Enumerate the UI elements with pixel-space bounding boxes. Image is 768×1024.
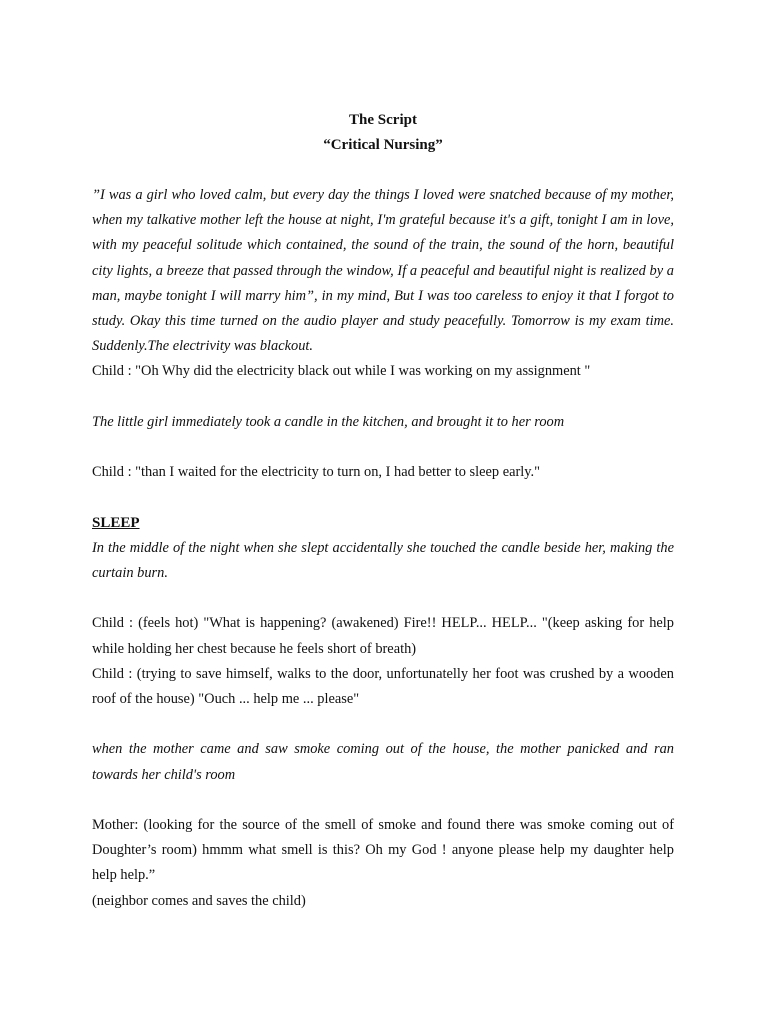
child-line-2: Child : "than I waited for the electricity to turn on, I had better to sleep early." [92, 464, 540, 481]
mother-line: Mother: (looking for the source of the smell of smoke and found there was smoke coming out of Doughter’s room) hmmm what smell is this? Oh my God ! anyone please help my daughter help help help.” [92, 816, 674, 884]
spacer [92, 385, 674, 410]
spacer [92, 788, 674, 813]
document-title: The Script [349, 112, 417, 128]
script-page [92, 108, 674, 914]
narration-mother: when the mother came and saw smoke coming out of the house, the mother panicked and ran towards her child's room [92, 741, 674, 783]
spacer [92, 435, 674, 460]
spacer [92, 712, 674, 737]
narration-fire: In the middle of the night when she slept accidentally she touched the candle beside her, making the curtain burn. [92, 539, 674, 581]
child-line-4: Child : (trying to save himself, walks to the door, unfortunatelly her foot was crushed by a wooden roof of the house) "Ouch ... help me ... please" [92, 665, 674, 707]
document-subtitle: “Critical Nursing” [323, 137, 443, 153]
spacer [92, 586, 674, 611]
narration-candle: The little girl immediately took a candle in the kitchen, and brought it to her room [92, 413, 565, 430]
section-heading-sleep: SLEEP [92, 514, 140, 531]
child-line-3: Child : (feels hot) "What is happening? (awakened) Fire!! HELP... HELP... "(keep asking for help while holding her chest because he feels short of breath) [92, 615, 674, 657]
opening-monologue: ”I was a girl who loved calm, but every day the things I loved were snatched because of my mother, when my talkative mother left the house at night, I'm grateful because it's a gift, tonight I am in love, with my peaceful solitude which contained, the sound of the train, the sound of the horn, beautiful city lights, a breeze that passed through the window, If a peaceful and beautiful night is realized by a man, maybe tonight I will marry him”, in my mind, But I was too careless to enjoy it that I forgot to study. Okay this time turned on the audio player and study peacefully. Tomorrow is my exam time. Suddenly.The electrivity was blackout. [92, 187, 674, 355]
stage-direction-neighbor: (neighbor comes and saves the child) [92, 892, 306, 909]
spacer [92, 485, 674, 510]
child-line-1: Child : "Oh Why did the electricity black out while I was working on my assignment " [92, 363, 591, 380]
